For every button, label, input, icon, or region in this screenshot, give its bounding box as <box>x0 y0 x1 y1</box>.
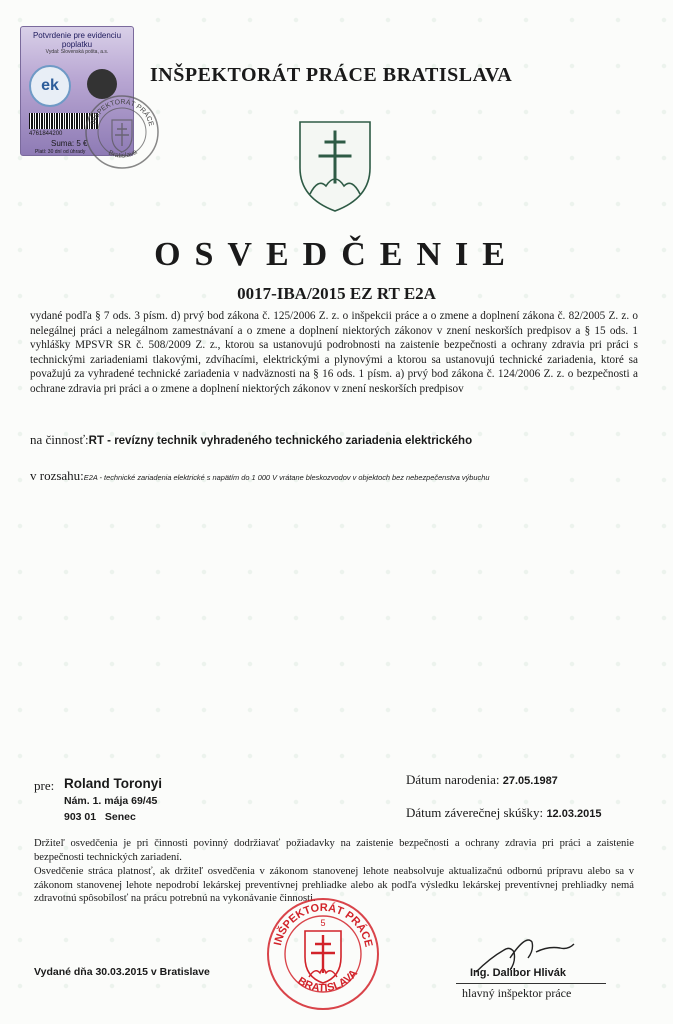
fee-stamp-issuer: Vydal: Slovenská pošta, a.s. <box>45 49 109 55</box>
signature-line <box>456 983 606 984</box>
exam-date-row <box>406 805 602 821</box>
svg-text:Bratislava <box>107 149 138 160</box>
holder-label: pre: <box>34 778 55 793</box>
red-stamp-number: 5 <box>320 918 326 928</box>
holder-postal-code: 903 01 <box>64 811 97 823</box>
exam-date-label: Dátum záverečnej skúšky: <box>406 805 544 820</box>
small-stamp-bottom-text: Bratislava <box>107 148 139 160</box>
activity-row <box>30 432 472 448</box>
authority-heading: INŠPEKTORÁT PRÁCE BRATISLAVA <box>150 64 513 86</box>
birth-date-label: Dátum narodenia: <box>406 772 500 787</box>
inspectorate-round-stamp-red <box>264 895 382 1013</box>
fee-stamp-title: Potvrdenie pre evidenciu poplatku <box>32 31 122 49</box>
holder-city: Senec <box>104 811 136 823</box>
barcode-number: 4761844200 <box>29 131 63 137</box>
birth-date-value: 27.05.1987 <box>502 775 558 787</box>
scope-label: v rozsahu: <box>30 468 84 483</box>
inspectorate-round-stamp-small <box>82 92 162 172</box>
document-number: 0017-IBA/2015 EZ RT E2A <box>237 284 436 303</box>
small-stamp-top-text: INŠPEKTORÁT PRÁCE <box>90 98 155 128</box>
red-stamp-top-text: INŠPEKTORÁT PRÁCE <box>271 901 375 949</box>
scope-row <box>30 468 489 484</box>
activity-value: RT - revízny technik vyhradeného technického zariadenia elektrického <box>88 435 473 447</box>
fee-validity: Platí: 30 dní od úhrady <box>35 149 86 155</box>
holder-name: Roland Toronyi <box>64 776 162 791</box>
document-title: OSVEDČENIE <box>154 236 519 273</box>
signatory-name: Ing. Dalibor Hlivák <box>470 967 566 979</box>
notice-validity: Osvedčenie stráca platnosť, ak držiteľ osvedčenia v zákonom stanovenej lehote neabsolvuje aktualizačnú odbornú prípravu alebo sa v zákonom stanovenej lehote nepodrobí lekárskej preventívnej prehliadke alebo ak podľa výsledku lekárskej preventívnej prehliadky nemá zdravotnú spôsobilosť na prácu potrebnú na vykonávanie činnosti. <box>34 866 634 905</box>
slovak-coat-of-arms-icon <box>296 118 374 214</box>
exam-date-value: 12.03.2015 <box>546 808 602 820</box>
holder-city-row <box>64 811 136 823</box>
legal-basis-text: vydané podľa § 7 ods. 3 písm. d) prvý bod zákona č. 125/2006 Z. z. o inšpekcii práce a o zmene a doplnení zákona č. 82/2005 Z. z. o nelegálnej práci a nelegálnom zamestnávaní a o zmene a doplnení niektorých zákonov v znení neskorších predpisov a § 15 ods. 1 vyhlášky MPSVR SR č. 508/2009 Z. z., ktorou sa ustanovujú podrobnosti na zaistenie bezpečnosti a ochrany zdravia pri práci s technickými zariadeniami tlakovými, zdvíhacími, elektrickými a plynovými a ktorou sa ustanovujú technické zariadenia, ktoré sa považujú za vyhradené technické zariadenia v nadväznosti na § 16 ods. 1 písm. a) prvý bod zákona č. 124/2006 Z. z. o bezpečnosti a ochrane zdravia pri práci a o zmene a doplnení niektorých zákonov v znení neskorších predpisov <box>30 310 638 395</box>
activity-label: na činnosť: <box>30 432 89 447</box>
signatory-title: hlavný inšpektor práce <box>462 986 572 1000</box>
holder-street: Nám. 1. mája 69/45 <box>64 795 158 807</box>
ek-logo-icon: ek <box>29 65 71 107</box>
birth-date-row <box>406 772 558 788</box>
scope-value: E2A - technické zariadenia elektrické s napätím do 1 000 V vrátane bleskozvodov v objektoch bez nebezpečenstva výbuchu <box>83 473 490 482</box>
notice-obligation: Držiteľ osvedčenia je pri činnosti povinný dodržiavať požiadavky na zaistenie bezpečnosti a ochrany zdravia pri práci a zaistenie bezpečnosti technických zariadení. <box>34 838 634 863</box>
fee-amount: Suma: 5 € <box>51 139 88 148</box>
issued-date-place: Vydané dňa 30.03.2015 v Bratislave <box>34 966 210 978</box>
red-stamp-bottom-text: BRATISLAVA <box>295 967 361 995</box>
